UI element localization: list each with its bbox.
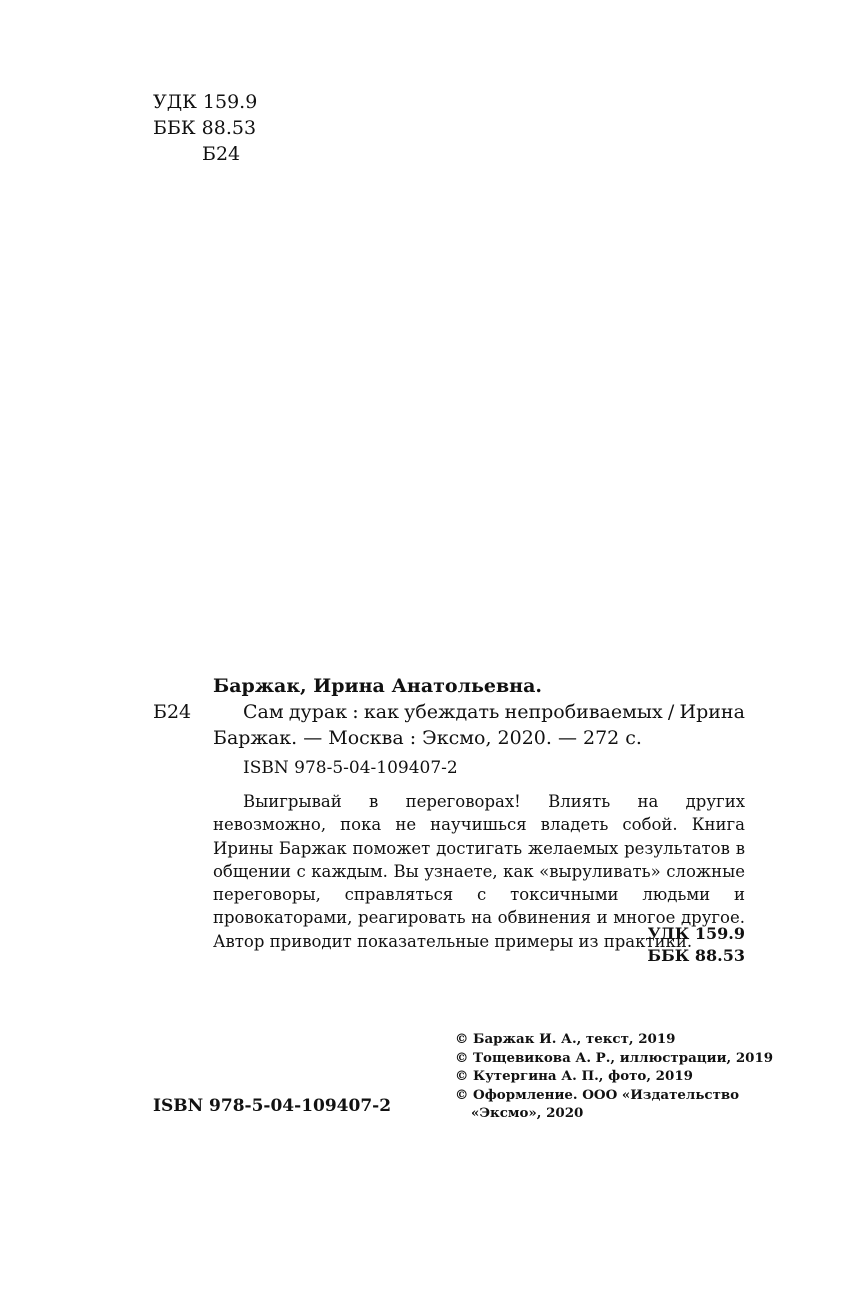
record-classification-codes: [560, 923, 745, 967]
title-word: убеждать: [404, 701, 500, 723]
top-classification-block: [153, 89, 257, 167]
record-title-block: [213, 699, 745, 751]
top-bbk-code: ББК 88.53: [153, 117, 257, 139]
title-word: :: [352, 701, 359, 723]
title-word: /: [667, 701, 675, 723]
copyright-line: «Эксмо», 2020: [471, 1105, 584, 1121]
title-word: непробиваемых: [504, 701, 663, 723]
copyright-line: © Тощевикова А. Р., иллюстрации, 2019: [455, 1049, 774, 1066]
top-author-mark: Б24: [202, 143, 241, 165]
bottom-isbn: ISBN 978-5-04-109407-2: [153, 1096, 392, 1116]
record-bbk-code: ББК 88.53: [647, 946, 745, 965]
record-author-mark: Б24: [153, 701, 192, 723]
record-isbn: ISBN 978-5-04-109407-2: [243, 758, 458, 778]
copyright-line: © Баржак И. А., текст, 2019: [455, 1031, 676, 1047]
copyright-block: [455, 1030, 774, 1123]
top-udk-code: УДК 159.9: [153, 91, 258, 113]
record-udk-code: УДК 159.9: [647, 924, 745, 943]
title-word: дурак: [288, 701, 348, 723]
record-annotation: Выигрывай в переговорах! Влиять на других невозможно, пока не научишься владеть собой. Книга Ирины Баржак поможет достигать желаемых результатов в общении с каждым. Вы узнаете, как «выруливать» сложные переговоры, справляться с токсичными людьми и провокаторами, реагировать на обвинения и многое другое. Автор приводит показательные примеры из практики.: [213, 792, 745, 951]
title-word: Сам: [243, 701, 284, 723]
copyright-line: © Кутергина А. П., фото, 2019: [455, 1068, 693, 1084]
title-word: как: [363, 701, 399, 723]
record-title-line-1: [243, 699, 745, 725]
record-title-line-2: Баржак. — Москва : Эксмо, 2020. — 272 с.: [213, 727, 642, 749]
record-author: Баржак, Ирина Анатольевна.: [213, 675, 542, 697]
copyright-line: © Оформление. ООО «Издательство: [455, 1086, 740, 1103]
title-word: Ирина: [679, 701, 745, 723]
